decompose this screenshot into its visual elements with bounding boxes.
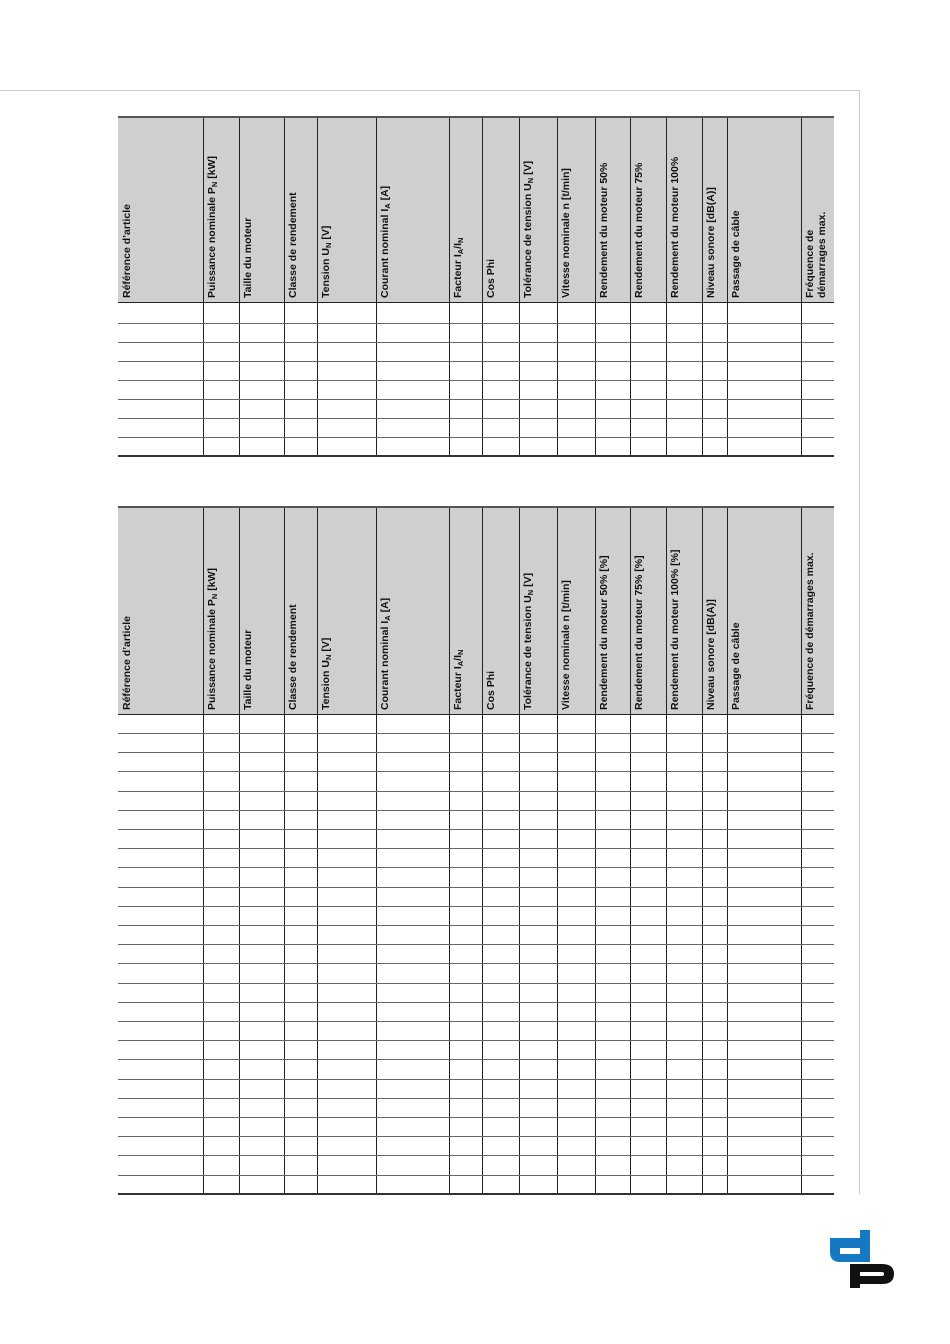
column-header (452, 650, 467, 710)
column-header-subscript: N (210, 181, 219, 188)
column-header-subscript: A (383, 203, 392, 209)
column-header (379, 598, 394, 710)
column-header-text: Niveau sonore [dB(A)] (705, 599, 717, 710)
table-row (118, 829, 834, 830)
column-divider (239, 118, 240, 455)
column-header (485, 671, 497, 710)
column-divider (595, 118, 596, 455)
column-header-text: Tension U (320, 660, 332, 710)
column-divider (519, 118, 520, 455)
column-header-text: Cos Phi (485, 258, 497, 298)
table-row (118, 1117, 834, 1118)
column-divider (801, 508, 802, 1193)
column-header (633, 163, 645, 298)
column-header-subscript: A (456, 660, 465, 667)
column-header-text: Classe de rendement (287, 192, 299, 298)
column-divider (666, 508, 667, 1193)
page-frame-right-line (859, 90, 860, 1194)
column-divider (284, 508, 285, 1193)
table-row (118, 323, 834, 324)
column-header-text: Facteur I (452, 254, 464, 298)
column-header-text: Taille du moteur (242, 217, 254, 298)
table-row (118, 1098, 834, 1099)
column-header-text: Facteur I (452, 666, 464, 710)
column-header-unit: [A] (379, 185, 391, 204)
table-row (118, 848, 834, 849)
page-frame-top-line (0, 90, 860, 91)
column-header-text: Référence d’article (121, 616, 133, 710)
column-header (242, 630, 254, 710)
column-header (242, 218, 254, 298)
column-header-text: Tolérance de tension U (522, 595, 534, 710)
column-header-text-line2: démarrages max. (816, 211, 828, 298)
column-header (598, 163, 610, 298)
table-row (118, 399, 834, 400)
column-header-subscript: N (456, 237, 465, 243)
column-divider (727, 118, 728, 455)
column-header (121, 616, 133, 710)
column-header-text: Tension U (320, 248, 332, 298)
column-divider (557, 508, 558, 1193)
column-header-unit: [A] (379, 597, 391, 616)
header-divider (118, 714, 834, 715)
table-row (118, 380, 834, 381)
column-header (287, 604, 299, 710)
table-row (118, 437, 834, 438)
column-header-text: Tolérance de tension U (522, 183, 534, 298)
column-header-text: Référence d’article (121, 204, 133, 298)
column-header (598, 555, 610, 710)
column-header (705, 599, 717, 710)
column-header (320, 226, 335, 298)
table-row (118, 1079, 834, 1080)
table-row (118, 418, 834, 419)
header-divider (118, 302, 834, 303)
column-header-text: Rendement du moteur 75% (633, 162, 645, 298)
column-header-text: Cos Phi (485, 670, 497, 710)
table-row (118, 791, 834, 792)
column-divider (595, 508, 596, 1193)
spec-table-2 (118, 506, 834, 1195)
column-header-text: Classe de rendement (287, 604, 299, 710)
column-header (705, 187, 717, 298)
column-divider (203, 118, 204, 455)
column-header (320, 638, 335, 710)
column-divider (203, 508, 204, 1193)
column-divider (630, 508, 631, 1193)
column-header-unit: [V] (522, 572, 534, 590)
column-header-text: Courant nominal I (379, 620, 391, 710)
column-header-text: Rendement du moteur 50% [%] (598, 555, 610, 710)
column-header (287, 192, 299, 298)
column-header-text: Fréquence de (804, 229, 816, 298)
column-header (560, 168, 572, 298)
column-header-unit: [V] (522, 160, 534, 178)
column-header-unit: [kW] (206, 156, 218, 182)
column-divider (482, 118, 483, 455)
column-header (730, 622, 742, 710)
column-header-text: Passage de câble (730, 622, 742, 710)
column-divider (727, 508, 728, 1193)
column-header (669, 157, 681, 298)
column-header-subscript: N (210, 593, 219, 600)
column-header-text: Niveau sonore [dB(A)] (705, 187, 717, 298)
column-header-unit: [kW] (206, 568, 218, 594)
column-header-subscript: N (324, 242, 333, 249)
column-header-subscript: N (456, 649, 465, 655)
table-row (118, 1059, 834, 1060)
table-row (118, 963, 834, 964)
column-divider (376, 118, 377, 455)
table-row (118, 887, 834, 888)
dp-logo-icon (826, 1228, 896, 1288)
table-row (118, 342, 834, 343)
table-row (118, 1155, 834, 1156)
column-divider (317, 118, 318, 455)
column-header (452, 238, 467, 298)
column-header-text: Fréquence de démarrages max. (804, 552, 816, 710)
column-header (669, 550, 681, 710)
column-divider (317, 508, 318, 1193)
column-divider (666, 118, 667, 455)
column-header (730, 210, 742, 298)
column-header (121, 204, 133, 298)
column-divider (376, 508, 377, 1193)
column-header (206, 568, 221, 710)
column-header-unit: [V] (320, 637, 332, 655)
column-header-text: Puissance nominale P (206, 187, 218, 298)
column-header-subscript: N (324, 654, 333, 661)
column-header-unit: [V] (320, 225, 332, 243)
column-divider (702, 508, 703, 1193)
table-row (118, 1040, 834, 1041)
table-row (118, 906, 834, 907)
column-divider (630, 118, 631, 455)
table-row (118, 944, 834, 945)
column-header-unit: /I (452, 654, 464, 661)
column-header-text: Taille du moteur (242, 629, 254, 710)
column-divider (801, 118, 802, 455)
column-header-unit: /I (452, 242, 464, 249)
column-header-text: Passage de câble (730, 210, 742, 298)
table-row (118, 752, 834, 753)
column-header (633, 555, 645, 710)
column-header-subscript: A (456, 248, 465, 255)
column-header (804, 212, 828, 298)
table-row (118, 1136, 834, 1137)
table-row (118, 1175, 834, 1176)
column-divider (449, 118, 450, 455)
column-header (560, 580, 572, 710)
column-header-subscript: N (526, 177, 535, 184)
column-header (206, 156, 221, 298)
column-divider (557, 118, 558, 455)
column-header-text: Rendement du moteur 100% (669, 156, 681, 298)
column-divider (519, 508, 520, 1193)
column-header-text: Vitesse nominale n [t/min] (560, 580, 572, 710)
column-header-text: Vitesse nominale n [t/min] (560, 168, 572, 298)
table-row (118, 983, 834, 984)
column-divider (449, 508, 450, 1193)
table-row (118, 771, 834, 772)
column-divider (284, 118, 285, 455)
column-header-text: Rendement du moteur 75% [%] (633, 555, 645, 710)
column-divider (239, 508, 240, 1193)
column-header-subscript: A (383, 615, 392, 621)
column-header-text: Courant nominal I (379, 208, 391, 298)
table-row (118, 867, 834, 868)
column-header (485, 259, 497, 298)
column-header (379, 186, 394, 298)
column-header-text: Rendement du moteur 50% (598, 162, 610, 298)
column-header (522, 573, 537, 710)
column-header-text: Rendement du moteur 100% [%] (669, 549, 681, 710)
table-row (118, 810, 834, 811)
table-row (118, 925, 834, 926)
table-row (118, 733, 834, 734)
table-row (118, 1002, 834, 1003)
column-header-subscript: N (526, 589, 535, 596)
column-header (522, 161, 537, 298)
table-row (118, 361, 834, 362)
column-divider (702, 118, 703, 455)
table-row (118, 1021, 834, 1022)
spec-table-1 (118, 116, 834, 457)
column-header-text: Puissance nominale P (206, 599, 218, 710)
column-header (804, 552, 816, 710)
column-divider (482, 508, 483, 1193)
